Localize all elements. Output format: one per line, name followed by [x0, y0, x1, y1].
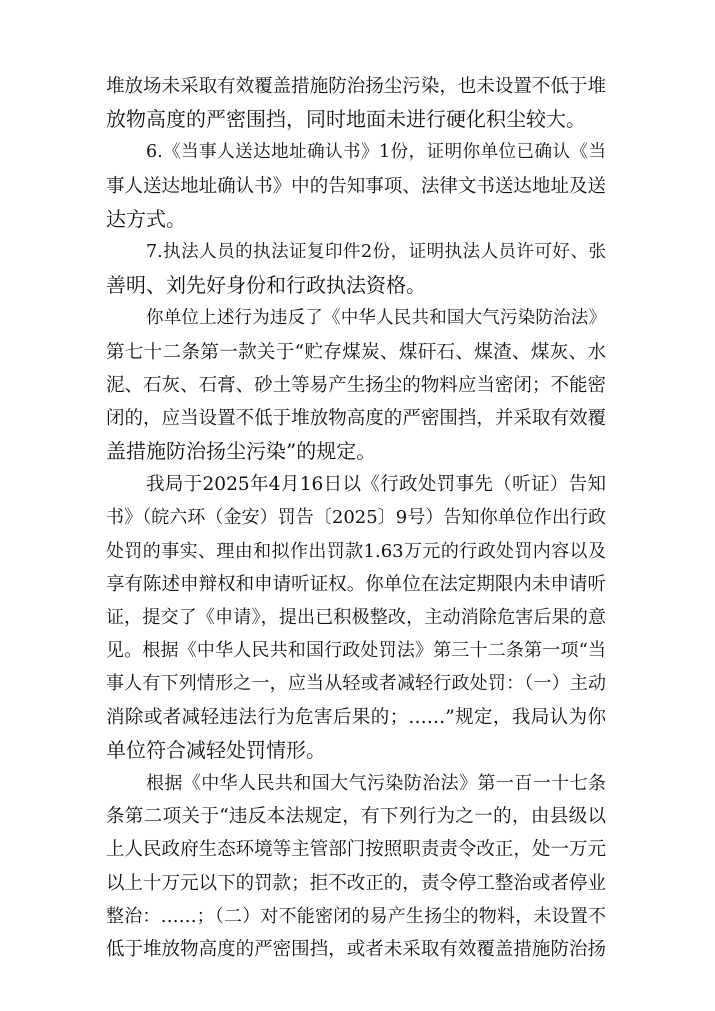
text-line: 上人民政府生态环境等主管部门按照职责责令改正，处一万元 [106, 839, 606, 861]
text-line: 根据《中华人民共和国大气污染防治法》第一百一十七条 [146, 772, 606, 794]
text-line: 泥、石灰、石膏、砂土等易产生扬尘的物料应当密闭；不能密 [106, 374, 606, 396]
text-line: 堆放场未采取有效覆盖措施防治扬尘污染，也未设置不低于堆 [106, 76, 606, 97]
text-line: 低于堆放物高度的严密围挡，或者未采取有效覆盖措施防治扬 [106, 938, 606, 960]
text-line: 第七十二条第一款关于“贮存煤炭、煤矸石、煤渣、煤灰、水 [106, 341, 606, 363]
text-line: 达方式。 [106, 206, 186, 231]
text-line: 以上十万元以下的罚款；拒不改正的，责令停工整治或者停业 [106, 872, 606, 894]
text-line: 见。根据《中华人民共和国行政处罚法》第三十二条第一项“当 [106, 640, 606, 662]
text-line: 放物高度的严密围挡，同时地面未进行硬化积尘较大。 [106, 107, 586, 132]
text-line: 书》（皖六环（金安）罚告〔2025〕9号）告知你单位作出行政 [106, 507, 606, 529]
text-line: 善明、刘先好身份和行政执法资格。 [106, 273, 426, 298]
text-line: 闭的，应当设置不低于堆放物高度的严密围挡，并采取有效覆 [106, 407, 606, 429]
text-line: 事人送达地址确认书》中的告知事项、法律文书送达地址及送 [106, 175, 606, 197]
text-line: 消除或者减轻违法行为危害后果的；……”规定，我局认为你 [106, 706, 606, 728]
text-line: 条第二项关于“违反本法规定，有下列行为之一的，由县级以 [106, 806, 606, 828]
text-line: 整治：……；（二）对不能密闭的易产生扬尘的物料，未设置不 [106, 905, 606, 927]
document-body [106, 70, 606, 966]
text-line: 享有陈述申辩权和申请听证权。你单位在法定期限内未申请听 [106, 573, 606, 595]
text-line: 处罚的事实、理由和拟作出罚款1.63万元的行政处罚内容以及 [106, 540, 606, 562]
text-line: 6.《当事人送达地址确认书》1份，证明你单位已确认《当 [146, 142, 606, 163]
text-line: 你单位上述行为违反了《中华人民共和国大气污染防治法》 [146, 308, 606, 329]
text-line: 事人有下列情形之一，应当从轻或者减轻行政处罚：（一）主动 [106, 673, 606, 695]
text-line: 我局于2025年4月16日以《行政处罚事先（听证）告知 [146, 474, 606, 496]
text-line: 7.执法人员的执法证复印件2份，证明执法人员许可好、张 [146, 241, 606, 262]
text-line: 盖措施防治扬尘污染”的规定。 [106, 439, 377, 464]
text-line: 单位符合减轻处罚情形。 [106, 737, 326, 762]
text-line: 证，提交了《申请》，提出已积极整改，主动消除危害后果的意 [106, 607, 606, 628]
